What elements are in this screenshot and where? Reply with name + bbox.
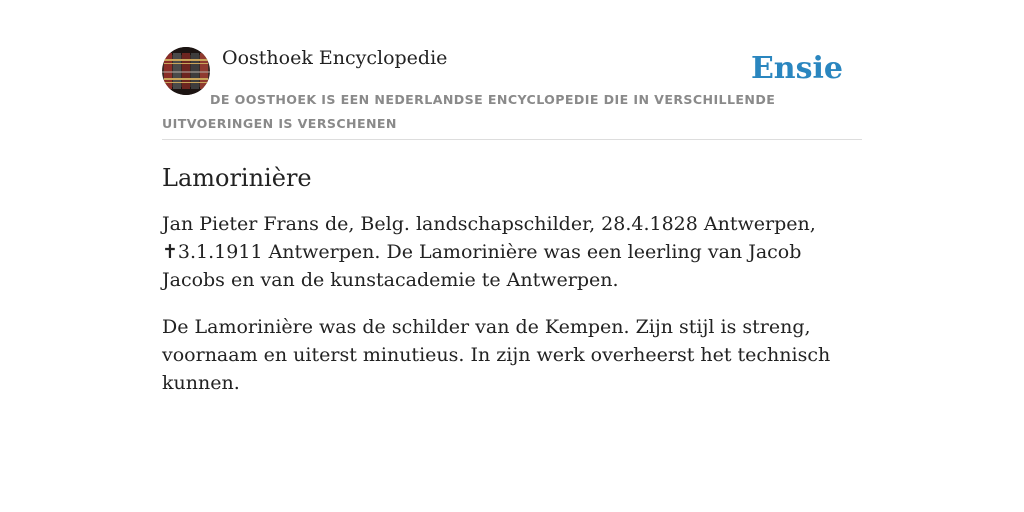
article-paragraph: Jan Pieter Frans de, Belg. landschapschilder, 28.4.1828 Antwerpen, ✝3.1.1911 Antwerpen. De Lamorinière was een leerling van Jacob Jacobs en van de kunstacademie te Antwerpen. [162, 213, 816, 291]
article-title: Lamorinière [162, 164, 312, 192]
site-header [162, 46, 862, 140]
site-tagline: DE OOSTHOEK IS EEN NEDERLANDSE ENCYCLOPEDIE DIE IN VERSCHILLENDE UITVOERINGEN IS VERSCHENEN [162, 92, 776, 131]
site-title[interactable]: Oosthoek Encyclopedie [222, 47, 448, 69]
article-paragraph: De Lamorinière was de schilder van de Kempen. Zijn stijl is streng, voornaam en uiterst minutieus. In zijn werk overheerst het technisch kunnen. [162, 316, 831, 394]
article [162, 160, 862, 397]
brand-logo-link[interactable]: Ensie [750, 51, 843, 86]
